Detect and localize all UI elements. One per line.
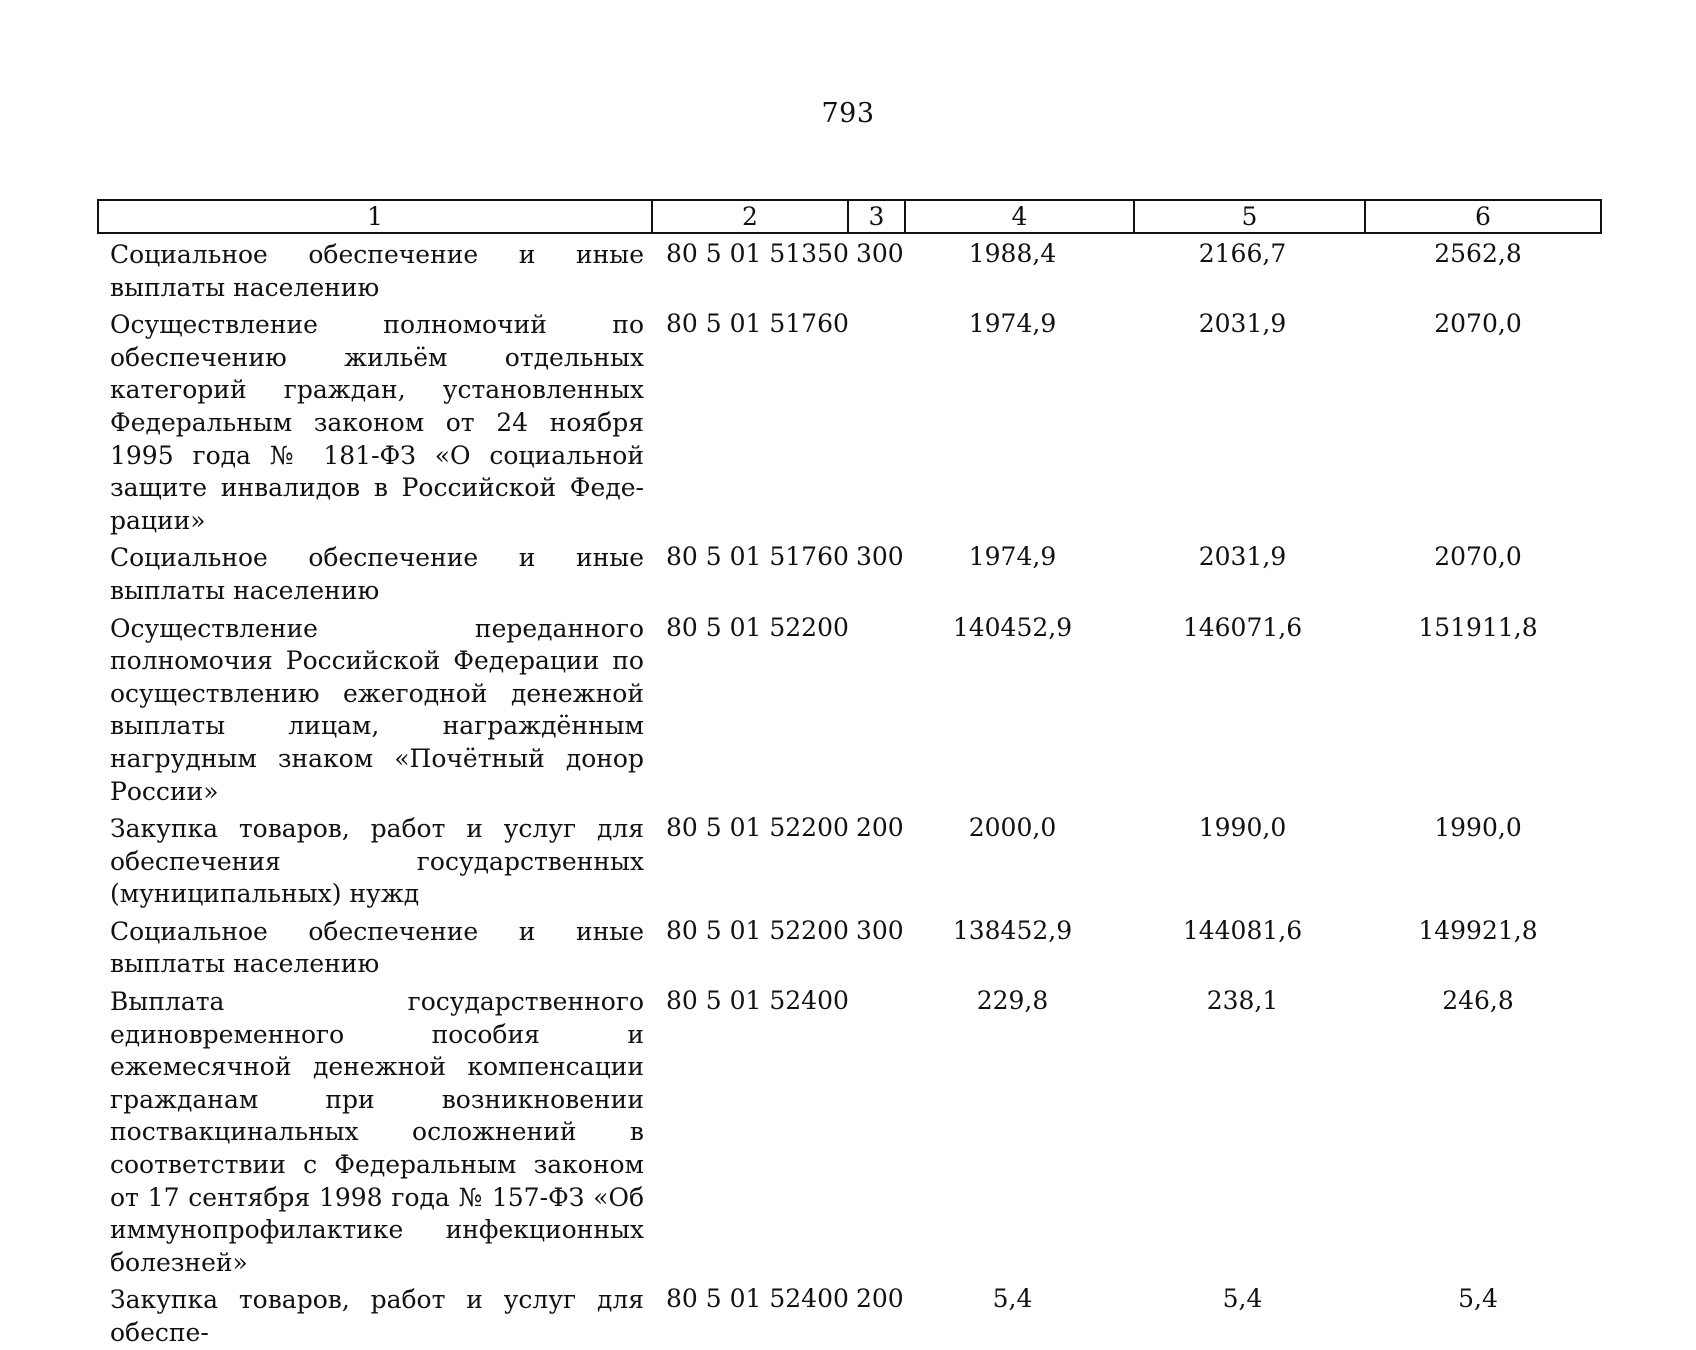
row-type: 300 xyxy=(856,239,904,268)
row-name: Закупка товаров, работ и услуг для обеспечения государственных (муниципальных) нужд xyxy=(110,814,644,909)
row-value-1: 5,4 xyxy=(992,1284,1033,1314)
table-row xyxy=(98,1279,1601,1349)
row-type xyxy=(848,981,905,1279)
row-value-3: 151911,8 xyxy=(1418,612,1538,642)
row-type: 300 xyxy=(856,915,904,945)
row-name: Социальное обеспечение и иные выплаты населению xyxy=(110,916,644,979)
row-code: 80 5 01 52400 xyxy=(666,986,849,1016)
row-value-3: 2070,0 xyxy=(1434,309,1522,339)
row-value-1: 1974,9 xyxy=(968,309,1057,339)
row-value-3: 246,8 xyxy=(1442,986,1514,1016)
row-value-2: 2031,9 xyxy=(1198,542,1287,572)
row-value-3: 1990,0 xyxy=(1434,813,1522,843)
column-header: 2 xyxy=(652,200,848,233)
table-header-row xyxy=(98,200,1601,233)
row-value-3: 2562,8 xyxy=(1434,239,1522,268)
row-value-2: 144081,6 xyxy=(1182,915,1303,945)
row-code: 80 5 01 52400 xyxy=(666,1284,849,1314)
row-code: 80 5 01 52200 xyxy=(666,813,849,843)
row-type xyxy=(848,304,905,537)
page-number: 793 xyxy=(821,98,875,129)
row-code: 80 5 01 51350 xyxy=(666,239,849,268)
row-name: Закупка товаров, работ и услуг для обеспе- xyxy=(110,1285,644,1347)
row-value-2: 2031,9 xyxy=(1198,309,1287,339)
table-row xyxy=(98,304,1601,537)
row-name: Осуществление переданного полномочия Российской Федерации по осуществлению ежегодной денежной выплаты лицам, награждённым нагрудным знаком «Почётный донор России» xyxy=(110,613,644,806)
row-value-2: 5,4 xyxy=(1222,1284,1263,1314)
row-type xyxy=(848,608,905,809)
row-name: Социальное обеспечение и иные выплаты населению xyxy=(110,543,644,605)
row-code: 80 5 01 51760 xyxy=(666,542,849,572)
column-header: 4 xyxy=(905,200,1134,233)
budget-table xyxy=(97,199,1602,1350)
row-type: 200 xyxy=(856,1284,904,1314)
row-name: Осуществление полномочий по обеспечению жильём отдельных категорий граждан, установленных Федеральным законом от 24 ноября 1995 года № 181-ФЗ «О социальной защите инвалидов в Российской Федерации» xyxy=(110,310,644,535)
row-code: 80 5 01 51760 xyxy=(666,309,849,339)
row-code: 80 5 01 52200 xyxy=(666,612,849,642)
row-value-2: 1990,0 xyxy=(1198,813,1287,843)
row-value-1: 1988,4 xyxy=(968,239,1057,268)
row-value-3: 2070,0 xyxy=(1434,542,1522,572)
row-value-1: 138452,9 xyxy=(952,915,1073,945)
row-value-2: 238,1 xyxy=(1206,986,1279,1016)
table-row xyxy=(98,233,1601,304)
row-value-1: 2000,0 xyxy=(968,813,1057,843)
table-row xyxy=(98,911,1601,981)
row-code: 80 5 01 52200 xyxy=(666,915,849,945)
row-type: 300 xyxy=(856,542,904,572)
column-header: 6 xyxy=(1365,200,1601,233)
column-header: 3 xyxy=(848,200,905,233)
row-type: 200 xyxy=(856,813,904,843)
row-value-1: 229,8 xyxy=(976,986,1049,1016)
row-value-1: 1974,9 xyxy=(968,542,1057,572)
column-header: 1 xyxy=(98,200,652,233)
row-value-2: 2166,7 xyxy=(1198,239,1287,268)
row-value-3: 5,4 xyxy=(1458,1284,1498,1314)
table-row xyxy=(98,537,1601,607)
row-name: Выплата государственного единовременного пособия и ежемесячной денежной компенсации гражданам при возникновении поствакцинальных осложнений в соответствии с Федеральным законом от 17 сентября 1998 года № 157-ФЗ «Об иммунопрофилактике инфекционных болезней» xyxy=(110,987,644,1277)
table-row xyxy=(98,608,1601,809)
table-row xyxy=(98,981,1601,1279)
row-name: Социальное обеспечение и иные выплаты населению xyxy=(110,240,644,302)
row-value-3: 149921,8 xyxy=(1418,915,1538,945)
row-value-1: 140452,9 xyxy=(952,612,1073,642)
column-header: 5 xyxy=(1134,200,1365,233)
table-row xyxy=(98,808,1601,911)
row-value-2: 146071,6 xyxy=(1182,612,1303,642)
